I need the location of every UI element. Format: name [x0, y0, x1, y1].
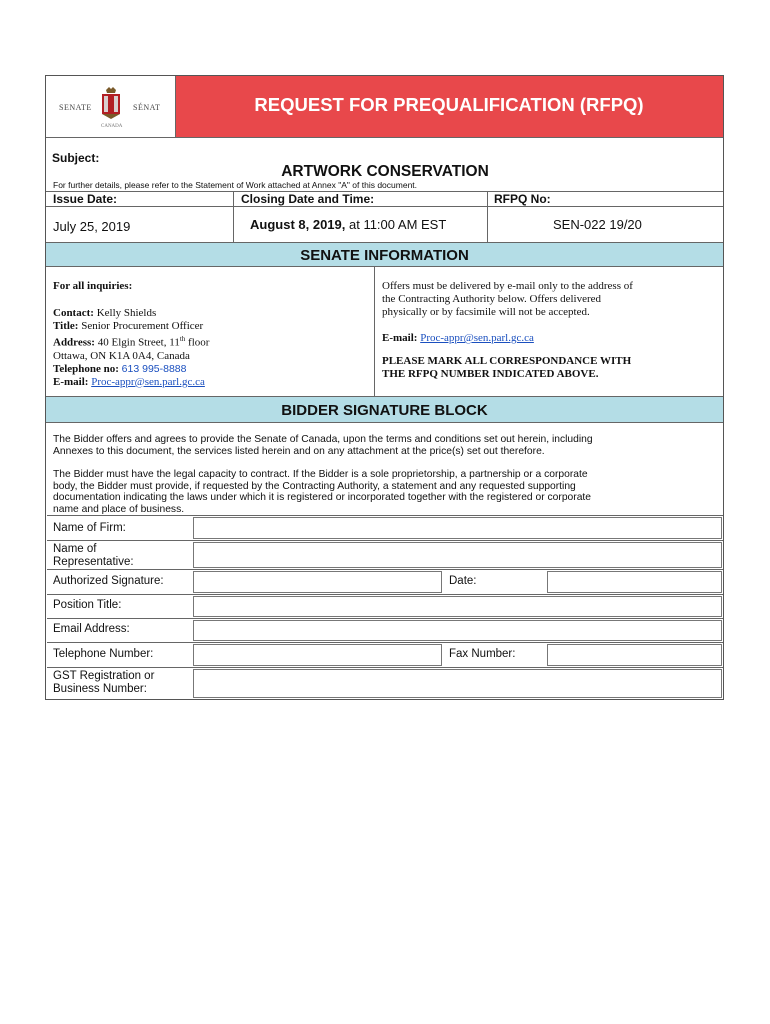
para2-line-2: body, the Bidder must provide, if requested by the Contracting Authority, a statement and any requested supporting	[53, 480, 576, 492]
email-link[interactable]: Proc-appr@sen.parl.gc.ca	[91, 375, 205, 388]
para2-line-1: The Bidder must have the legal capacity to contract. If the Bidder is a sole proprietorship, a partnership or a corporate	[53, 469, 588, 480]
title-value: Senior Procurement Officer	[78, 320, 204, 332]
closing-date: August 8, 2019,	[250, 217, 346, 232]
signature-label: Authorized Signature:	[53, 575, 164, 587]
title-line	[53, 320, 209, 333]
email-label: E-mail:	[53, 375, 89, 388]
subject-title: ARTWORK CONSERVATION	[281, 163, 489, 180]
offers-line-2: the Contracting Authority below. Offers delivered	[382, 293, 602, 305]
telephone-label: Telephone Number:	[53, 648, 154, 660]
page-title: REQUEST FOR PREQUALIFICATION (RFPQ)	[254, 94, 644, 115]
para2-line-4: name and place of business.	[53, 503, 185, 515]
logo-left-text: SENATE	[59, 103, 92, 112]
closing-time: at 11:00 AM EST	[345, 217, 447, 232]
gst-input[interactable]	[193, 669, 722, 698]
telephone-input[interactable]	[193, 644, 442, 666]
address-sup: th	[179, 335, 186, 343]
date-input[interactable]	[547, 571, 722, 593]
inquiries-label: For all inquiries:	[53, 280, 133, 292]
representative-label	[53, 543, 134, 569]
signature-input[interactable]	[193, 571, 442, 593]
position-label: Position Title:	[53, 599, 122, 611]
para1-line-2: Annexes to this document, the services listed herein and on any attachment at the price(s) set out therefore.	[53, 445, 545, 457]
right-email-link[interactable]: Proc-appr@sen.parl.gc.ca	[420, 332, 534, 344]
rfpq-number-label: RFPQ No:	[494, 192, 551, 206]
email-line	[53, 376, 209, 389]
senate-crest-icon	[99, 86, 123, 120]
header-banner	[175, 76, 723, 137]
fax-input[interactable]	[547, 644, 722, 666]
address-label: Address:	[53, 336, 95, 349]
closing-date-value	[250, 217, 446, 232]
city-line: Ottawa, ON K1A 0A4, Canada	[53, 349, 190, 362]
subject-label: Subject:	[52, 151, 100, 165]
title-label: Title:	[53, 320, 79, 332]
phone-line	[53, 363, 209, 376]
bidder-paragraph-1	[53, 434, 593, 457]
inquiries-block	[53, 280, 209, 389]
contact-line	[53, 307, 209, 320]
bidder-title: BIDDER SIGNATURE BLOCK	[281, 402, 488, 419]
offers-block	[382, 280, 633, 381]
rfpq-number-value: SEN-022 19/20	[553, 217, 642, 232]
bidder-heading	[46, 396, 723, 423]
address-value: 40 Elgin Street, 11	[94, 336, 180, 349]
issue-date-value: July 25, 2019	[53, 219, 131, 234]
right-email-line	[382, 332, 633, 345]
gst-line-2: Business Number:	[53, 683, 147, 695]
contact-value: Kelly Shields	[93, 307, 157, 319]
contact-label: Contact:	[53, 307, 94, 319]
senate-logo	[46, 76, 175, 137]
address-line	[53, 333, 209, 350]
notice-line-2: THE RFPQ NUMBER INDICATED ABOVE.	[382, 368, 599, 380]
logo-right-text: SÉNAT	[133, 103, 161, 112]
email-address-label: Email Address:	[53, 623, 130, 635]
senate-info-title: SENATE INFORMATION	[300, 247, 469, 264]
logo-bottom-text: CANADA	[101, 124, 123, 129]
subject-note: For further details, please refer to the Statement of Work attached at Annex "A" of this document.	[53, 180, 418, 190]
offers-line-3: physically or by facsimile will not be accepted.	[382, 306, 590, 318]
rep-line-2: Representative:	[53, 556, 134, 568]
position-input[interactable]	[193, 596, 722, 617]
fax-label: Fax Number:	[449, 648, 516, 660]
date-label: Date:	[449, 575, 477, 587]
bidder-paragraph-2	[53, 469, 591, 515]
gst-label	[53, 670, 154, 696]
signature-table	[47, 515, 723, 699]
rep-line-1: Name of	[53, 543, 97, 555]
phone-label: Telephone no:	[53, 362, 119, 375]
address-tail: floor	[185, 336, 210, 349]
firm-label: Name of Firm:	[53, 522, 126, 534]
para2-line-3: documentation indicating the laws under which it is registered or incorporated together with the registered or corporate	[53, 492, 592, 503]
firm-input[interactable]	[193, 517, 722, 539]
gst-line-1: GST Registration or	[53, 670, 155, 682]
email-address-input[interactable]	[193, 620, 722, 641]
right-email-label: E-mail:	[382, 332, 418, 344]
closing-date-label: Closing Date and Time:	[241, 192, 375, 206]
issue-date-label: Issue Date:	[53, 192, 118, 206]
senate-info-heading	[46, 242, 723, 267]
para1-line-1: The Bidder offers and agrees to provide the Senate of Canada, upon the terms and conditions set out herein, including	[53, 434, 593, 445]
phone-value[interactable]: 613 995-8888	[121, 362, 187, 375]
representative-input[interactable]	[193, 542, 722, 568]
notice-line-1: PLEASE MARK ALL CORRESPONDANCE WITH	[382, 355, 632, 367]
offers-line-1: Offers must be delivered by e-mail only to the address of	[382, 280, 633, 292]
